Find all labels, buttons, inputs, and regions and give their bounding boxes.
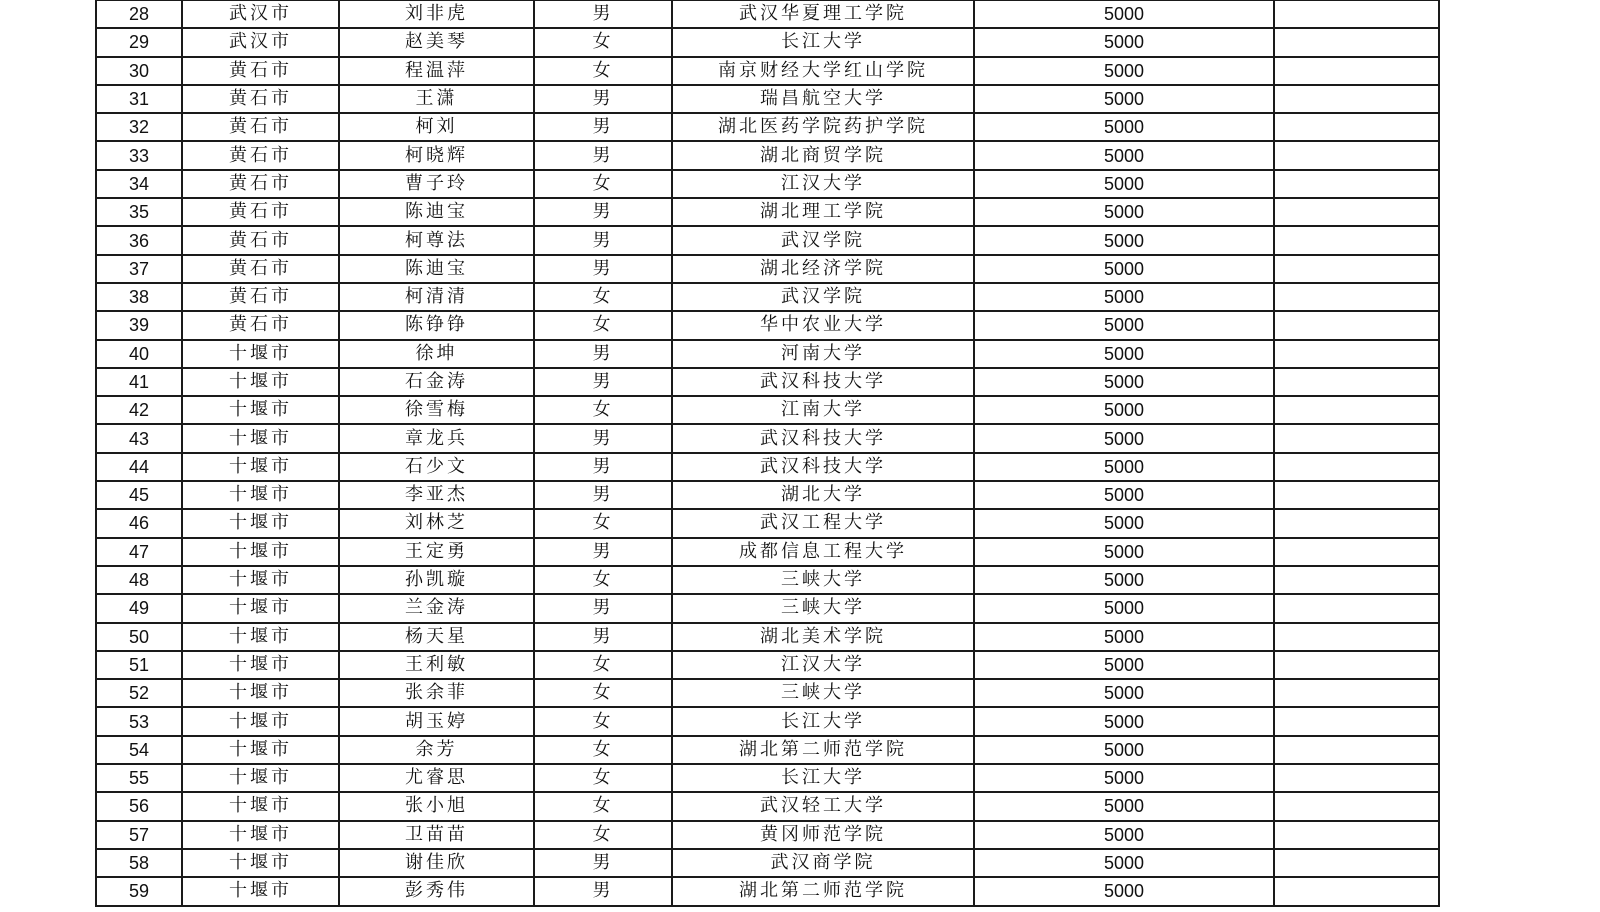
cell-school: 武汉科技大学 — [672, 368, 974, 396]
cell-city: 十堰市 — [182, 538, 339, 566]
cell-name: 柯尊法 — [339, 226, 534, 254]
cell-number: 59 — [96, 877, 182, 905]
cell-number: 42 — [96, 396, 182, 424]
cell-amount: 5000 — [974, 651, 1274, 679]
cell-school: 河南大学 — [672, 340, 974, 368]
cell-name: 胡玉婷 — [339, 707, 534, 735]
cell-amount: 5000 — [974, 707, 1274, 735]
cell-note — [1274, 651, 1439, 679]
cell-city: 十堰市 — [182, 453, 339, 481]
cell-note — [1274, 424, 1439, 452]
cell-school: 湖北第二师范学院 — [672, 736, 974, 764]
roster-body — [96, 1, 1439, 906]
cell-name: 卫苗苗 — [339, 821, 534, 849]
table-row — [96, 594, 1439, 622]
table-row — [96, 877, 1439, 905]
table-row — [96, 311, 1439, 339]
cell-gender: 女 — [534, 736, 672, 764]
cell-school: 南京财经大学红山学院 — [672, 57, 974, 85]
cell-note — [1274, 255, 1439, 283]
cell-school: 湖北大学 — [672, 481, 974, 509]
cell-city: 黄石市 — [182, 113, 339, 141]
cell-amount: 5000 — [974, 85, 1274, 113]
cell-city: 十堰市 — [182, 594, 339, 622]
cell-school: 江汉大学 — [672, 170, 974, 198]
cell-amount: 5000 — [974, 594, 1274, 622]
cell-amount: 5000 — [974, 340, 1274, 368]
cell-note — [1274, 141, 1439, 169]
cell-city: 黄石市 — [182, 283, 339, 311]
cell-note — [1274, 396, 1439, 424]
cell-gender: 男 — [534, 340, 672, 368]
cell-note — [1274, 453, 1439, 481]
cell-city: 黄石市 — [182, 198, 339, 226]
cell-amount: 5000 — [974, 28, 1274, 56]
cell-school: 武汉华夏理工学院 — [672, 1, 974, 29]
cell-note — [1274, 849, 1439, 877]
cell-school: 湖北经济学院 — [672, 255, 974, 283]
cell-gender: 男 — [534, 481, 672, 509]
cell-city: 十堰市 — [182, 764, 339, 792]
cell-amount: 5000 — [974, 255, 1274, 283]
cell-city: 十堰市 — [182, 481, 339, 509]
cell-gender: 女 — [534, 707, 672, 735]
cell-name: 陈迪宝 — [339, 198, 534, 226]
cell-note — [1274, 623, 1439, 651]
table-row — [96, 453, 1439, 481]
cell-school: 江南大学 — [672, 396, 974, 424]
cell-number: 33 — [96, 141, 182, 169]
cell-note — [1274, 481, 1439, 509]
table-row — [96, 57, 1439, 85]
cell-name: 王利敏 — [339, 651, 534, 679]
table-row — [96, 1, 1439, 29]
cell-name: 余芳 — [339, 736, 534, 764]
cell-name: 徐雪梅 — [339, 396, 534, 424]
table-row — [96, 255, 1439, 283]
cell-city: 十堰市 — [182, 679, 339, 707]
cell-number: 39 — [96, 311, 182, 339]
cell-number: 46 — [96, 509, 182, 537]
cell-amount: 5000 — [974, 821, 1274, 849]
cell-name: 徐坤 — [339, 340, 534, 368]
cell-note — [1274, 28, 1439, 56]
table-row — [96, 481, 1439, 509]
cell-gender: 男 — [534, 594, 672, 622]
cell-gender: 男 — [534, 198, 672, 226]
cell-school: 湖北理工学院 — [672, 198, 974, 226]
cell-number: 52 — [96, 679, 182, 707]
cell-school: 湖北商贸学院 — [672, 141, 974, 169]
cell-note — [1274, 368, 1439, 396]
table-row — [96, 424, 1439, 452]
cell-city: 黄石市 — [182, 57, 339, 85]
table-row — [96, 623, 1439, 651]
cell-name: 柯刘 — [339, 113, 534, 141]
cell-gender: 男 — [534, 368, 672, 396]
cell-name: 杨天星 — [339, 623, 534, 651]
cell-city: 十堰市 — [182, 623, 339, 651]
cell-gender: 男 — [534, 849, 672, 877]
cell-number: 37 — [96, 255, 182, 283]
cell-amount: 5000 — [974, 566, 1274, 594]
table-row — [96, 707, 1439, 735]
cell-note — [1274, 1, 1439, 29]
table-row — [96, 226, 1439, 254]
cell-number: 29 — [96, 28, 182, 56]
cell-name: 张余菲 — [339, 679, 534, 707]
cell-name: 赵美琴 — [339, 28, 534, 56]
cell-name: 陈铮铮 — [339, 311, 534, 339]
cell-name: 孙凯璇 — [339, 566, 534, 594]
cell-note — [1274, 85, 1439, 113]
cell-city: 十堰市 — [182, 651, 339, 679]
cell-city: 黄石市 — [182, 311, 339, 339]
table-row — [96, 849, 1439, 877]
cell-city: 武汉市 — [182, 1, 339, 29]
cell-amount: 5000 — [974, 481, 1274, 509]
cell-number: 45 — [96, 481, 182, 509]
cell-gender: 女 — [534, 509, 672, 537]
cell-school: 武汉科技大学 — [672, 424, 974, 452]
cell-school: 三峡大学 — [672, 566, 974, 594]
cell-amount: 5000 — [974, 849, 1274, 877]
cell-note — [1274, 226, 1439, 254]
cell-city: 十堰市 — [182, 396, 339, 424]
cell-gender: 男 — [534, 538, 672, 566]
cell-amount: 5000 — [974, 424, 1274, 452]
cell-number: 51 — [96, 651, 182, 679]
cell-amount: 5000 — [974, 453, 1274, 481]
cell-name: 曹子玲 — [339, 170, 534, 198]
cell-number: 30 — [96, 57, 182, 85]
cell-number: 49 — [96, 594, 182, 622]
cell-school: 三峡大学 — [672, 679, 974, 707]
cell-number: 34 — [96, 170, 182, 198]
table-row — [96, 113, 1439, 141]
cell-gender: 女 — [534, 396, 672, 424]
cell-amount: 5000 — [974, 792, 1274, 820]
cell-city: 十堰市 — [182, 877, 339, 905]
table-row — [96, 538, 1439, 566]
cell-amount: 5000 — [974, 396, 1274, 424]
cell-name: 程温萍 — [339, 57, 534, 85]
table-row — [96, 141, 1439, 169]
cell-note — [1274, 566, 1439, 594]
table-row — [96, 283, 1439, 311]
cell-name: 刘非虎 — [339, 1, 534, 29]
cell-number: 35 — [96, 198, 182, 226]
cell-gender: 女 — [534, 566, 672, 594]
table-row — [96, 764, 1439, 792]
cell-note — [1274, 113, 1439, 141]
cell-number: 53 — [96, 707, 182, 735]
cell-amount: 5000 — [974, 623, 1274, 651]
cell-name: 谢佳欣 — [339, 849, 534, 877]
cell-amount: 5000 — [974, 736, 1274, 764]
cell-number: 47 — [96, 538, 182, 566]
cell-school: 武汉学院 — [672, 226, 974, 254]
cell-name: 陈迪宝 — [339, 255, 534, 283]
roster-sheet — [95, 0, 1438, 907]
cell-note — [1274, 283, 1439, 311]
cell-gender: 男 — [534, 623, 672, 651]
cell-name: 章龙兵 — [339, 424, 534, 452]
cell-city: 十堰市 — [182, 849, 339, 877]
cell-number: 32 — [96, 113, 182, 141]
cell-number: 54 — [96, 736, 182, 764]
cell-amount: 5000 — [974, 509, 1274, 537]
cell-school: 江汉大学 — [672, 651, 974, 679]
cell-gender: 男 — [534, 877, 672, 905]
table-row — [96, 509, 1439, 537]
cell-school: 黄冈师范学院 — [672, 821, 974, 849]
cell-name: 刘林芝 — [339, 509, 534, 537]
cell-gender: 男 — [534, 226, 672, 254]
cell-city: 十堰市 — [182, 707, 339, 735]
cell-name: 石少文 — [339, 453, 534, 481]
cell-name: 尤睿思 — [339, 764, 534, 792]
cell-number: 38 — [96, 283, 182, 311]
cell-city: 十堰市 — [182, 792, 339, 820]
cell-number: 40 — [96, 340, 182, 368]
cell-note — [1274, 764, 1439, 792]
cell-school: 武汉科技大学 — [672, 453, 974, 481]
cell-school: 武汉轻工大学 — [672, 792, 974, 820]
cell-note — [1274, 311, 1439, 339]
cell-amount: 5000 — [974, 1, 1274, 29]
cell-amount: 5000 — [974, 679, 1274, 707]
table-row — [96, 396, 1439, 424]
table-row — [96, 651, 1439, 679]
cell-school: 瑞昌航空大学 — [672, 85, 974, 113]
cell-amount: 5000 — [974, 141, 1274, 169]
cell-school: 长江大学 — [672, 707, 974, 735]
cell-school: 湖北医药学院药护学院 — [672, 113, 974, 141]
cell-number: 55 — [96, 764, 182, 792]
cell-gender: 男 — [534, 453, 672, 481]
cell-school: 湖北第二师范学院 — [672, 877, 974, 905]
table-row — [96, 28, 1439, 56]
cell-note — [1274, 538, 1439, 566]
cell-amount: 5000 — [974, 198, 1274, 226]
cell-amount: 5000 — [974, 57, 1274, 85]
cell-gender: 女 — [534, 792, 672, 820]
cell-school: 成都信息工程大学 — [672, 538, 974, 566]
cell-city: 十堰市 — [182, 368, 339, 396]
cell-city: 十堰市 — [182, 424, 339, 452]
cell-school: 湖北美术学院 — [672, 623, 974, 651]
cell-number: 36 — [96, 226, 182, 254]
cell-note — [1274, 821, 1439, 849]
cell-city: 十堰市 — [182, 736, 339, 764]
cell-city: 黄石市 — [182, 85, 339, 113]
cell-name: 彭秀伟 — [339, 877, 534, 905]
cell-number: 56 — [96, 792, 182, 820]
cell-number: 43 — [96, 424, 182, 452]
table-row — [96, 792, 1439, 820]
cell-amount: 5000 — [974, 113, 1274, 141]
roster-table — [95, 0, 1440, 907]
cell-gender: 男 — [534, 424, 672, 452]
table-row — [96, 340, 1439, 368]
cell-city: 十堰市 — [182, 509, 339, 537]
cell-amount: 5000 — [974, 226, 1274, 254]
cell-note — [1274, 792, 1439, 820]
cell-amount: 5000 — [974, 170, 1274, 198]
cell-name: 王潇 — [339, 85, 534, 113]
cell-gender: 男 — [534, 141, 672, 169]
cell-gender: 女 — [534, 170, 672, 198]
cell-note — [1274, 170, 1439, 198]
table-row — [96, 170, 1439, 198]
cell-gender: 女 — [534, 821, 672, 849]
cell-gender: 女 — [534, 764, 672, 792]
cell-gender: 女 — [534, 57, 672, 85]
table-row — [96, 566, 1439, 594]
cell-amount: 5000 — [974, 368, 1274, 396]
cell-name: 张小旭 — [339, 792, 534, 820]
table-row — [96, 821, 1439, 849]
cell-city: 黄石市 — [182, 170, 339, 198]
cell-city: 黄石市 — [182, 141, 339, 169]
cell-school: 三峡大学 — [672, 594, 974, 622]
cell-name: 柯清清 — [339, 283, 534, 311]
cell-note — [1274, 679, 1439, 707]
cell-gender: 男 — [534, 1, 672, 29]
cell-gender: 女 — [534, 28, 672, 56]
cell-gender: 男 — [534, 85, 672, 113]
cell-school: 武汉学院 — [672, 283, 974, 311]
cell-name: 柯晓辉 — [339, 141, 534, 169]
cell-number: 44 — [96, 453, 182, 481]
cell-city: 黄石市 — [182, 255, 339, 283]
cell-number: 48 — [96, 566, 182, 594]
cell-note — [1274, 340, 1439, 368]
cell-note — [1274, 594, 1439, 622]
cell-amount: 5000 — [974, 311, 1274, 339]
cell-name: 兰金涛 — [339, 594, 534, 622]
cell-school: 华中农业大学 — [672, 311, 974, 339]
cell-note — [1274, 57, 1439, 85]
cell-gender: 女 — [534, 679, 672, 707]
cell-city: 黄石市 — [182, 226, 339, 254]
cell-note — [1274, 736, 1439, 764]
cell-note — [1274, 198, 1439, 226]
cell-number: 50 — [96, 623, 182, 651]
cell-gender: 男 — [534, 113, 672, 141]
cell-amount: 5000 — [974, 764, 1274, 792]
cell-school: 长江大学 — [672, 764, 974, 792]
cell-number: 31 — [96, 85, 182, 113]
table-row — [96, 198, 1439, 226]
cell-note — [1274, 509, 1439, 537]
cell-gender: 男 — [534, 255, 672, 283]
cell-amount: 5000 — [974, 877, 1274, 905]
cell-gender: 女 — [534, 651, 672, 679]
cell-note — [1274, 707, 1439, 735]
cell-note — [1274, 877, 1439, 905]
cell-amount: 5000 — [974, 538, 1274, 566]
cell-school: 武汉工程大学 — [672, 509, 974, 537]
cell-number: 58 — [96, 849, 182, 877]
cell-city: 十堰市 — [182, 566, 339, 594]
cell-school: 武汉商学院 — [672, 849, 974, 877]
cell-name: 石金涛 — [339, 368, 534, 396]
cell-gender: 女 — [534, 311, 672, 339]
cell-city: 武汉市 — [182, 28, 339, 56]
cell-school: 长江大学 — [672, 28, 974, 56]
cell-name: 李亚杰 — [339, 481, 534, 509]
cell-city: 十堰市 — [182, 821, 339, 849]
cell-number: 28 — [96, 1, 182, 29]
cell-name: 王定勇 — [339, 538, 534, 566]
table-row — [96, 368, 1439, 396]
cell-number: 57 — [96, 821, 182, 849]
cell-number: 41 — [96, 368, 182, 396]
cell-amount: 5000 — [974, 283, 1274, 311]
table-row — [96, 736, 1439, 764]
table-row — [96, 679, 1439, 707]
table-row — [96, 85, 1439, 113]
cell-city: 十堰市 — [182, 340, 339, 368]
cell-gender: 女 — [534, 283, 672, 311]
